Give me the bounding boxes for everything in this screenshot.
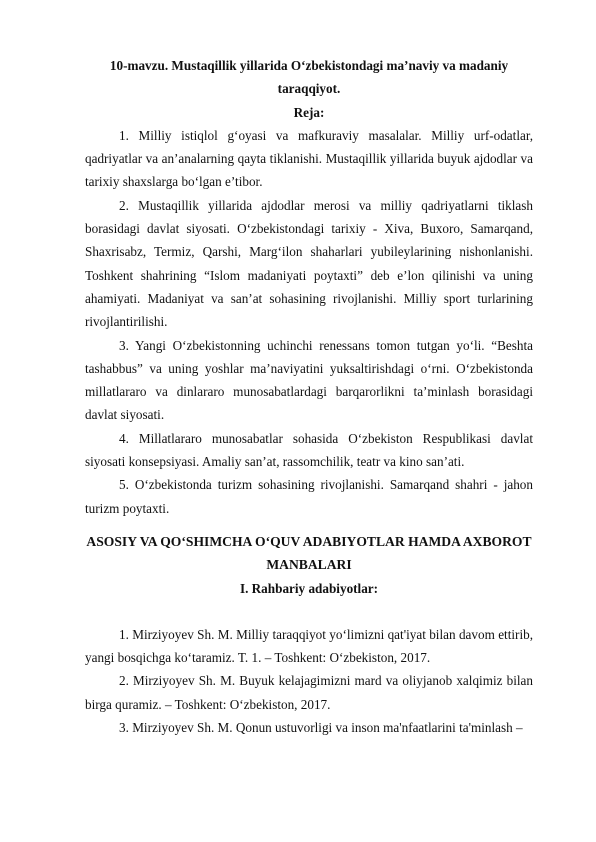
- references-heading: ASOSIY VA QO‘SHIMCHA O‘QUV ADABIYOTLAR HAMDA AXBOROT MANBALARI: [86, 533, 532, 573]
- plan-item-4: 4. Millatlararo munosabatlar sohasida O‘zbekiston Respublikasi davlat siyosati konsepsiyasi. Amaliy san’at, rassomchilik, teatr va kino san’ati.: [85, 430, 533, 470]
- references-subheading: I. Rahbariy adabiyotlar:: [239, 580, 379, 596]
- reference-item-2: 2. Mirziyoyev Sh. M. Buyuk kelajagimizni mard va oliyjanob xalqimiz bilan birga quramiz. – Toshkent: O‘zbekiston, 2017.: [85, 673, 533, 712]
- plan-heading: Reja:: [293, 104, 325, 120]
- reference-item-3: 3. Mirziyoyev Sh. M. Qonun ustuvorligi va inson ma'nfaatlarini ta'minlash –: [119, 720, 523, 736]
- plan-item-5: 5. O‘zbekistonda turizm sohasining rivojlanishi. Samarqand shahri - jahon turizm poytaxti.: [85, 477, 533, 516]
- lesson-title: 10-mavzu. Mustaqillik yillarida O‘zbekistondagi ma’naviy va madaniy taraqqiyot.: [109, 58, 509, 97]
- blank-line: [85, 600, 533, 623]
- plan-item-3: 3. Yangi O‘zbekistonning uchinchi renessans tomon tutgan yo‘li. “Beshta tashabbus” va uning yoshlar ma’naviyatini yuksaltirishdagi o‘rni. O‘zbekistonda millatlararo va dinlararo munosabatlardagi barqarorlikni ta’minlash borasidagi davlat siyosati.: [85, 337, 533, 423]
- document-page: [85, 54, 533, 739]
- plan-item-1: 1. Milliy istiqlol g‘oyasi va mafkuraviy masalalar. Milliy urf-odatlar, qadriyatlar va an’analarning qayta tiklanishi. Mustaqillik yillarida buyuk ajdodlar va tarixiy shaxslarga bo‘lgan e’tibor.: [85, 127, 533, 190]
- plan-item-2: 2. Mustaqillik yillarida ajdodlar merosi va milliy qadriyatlarni tiklash borasidagi davlat siyosati. O‘zbekistondagi tarixiy - Xiva, Buxoro, Samarqand, Shaxrisabz, Termiz, Qarshi, Marg‘ilon shaharlari yubileylarining nishonlanishi. Toshkent shahrining “Islom madaniyati poytaxti” deb e’lon qilinishi va uning ahamiyati. Madaniyat va san’at sohasining rivojlanishi. Milliy sport turlarining rivojlantirilishi.: [85, 197, 533, 330]
- reference-item-1: 1. Mirziyoyev Sh. M. Milliy taraqqiyot yo‘limizni qat'iyat bilan davom ettirib, yangi bosqichga ko‘taramiz. T. 1. – Toshkent: O‘zbekiston, 2017.: [85, 626, 533, 666]
